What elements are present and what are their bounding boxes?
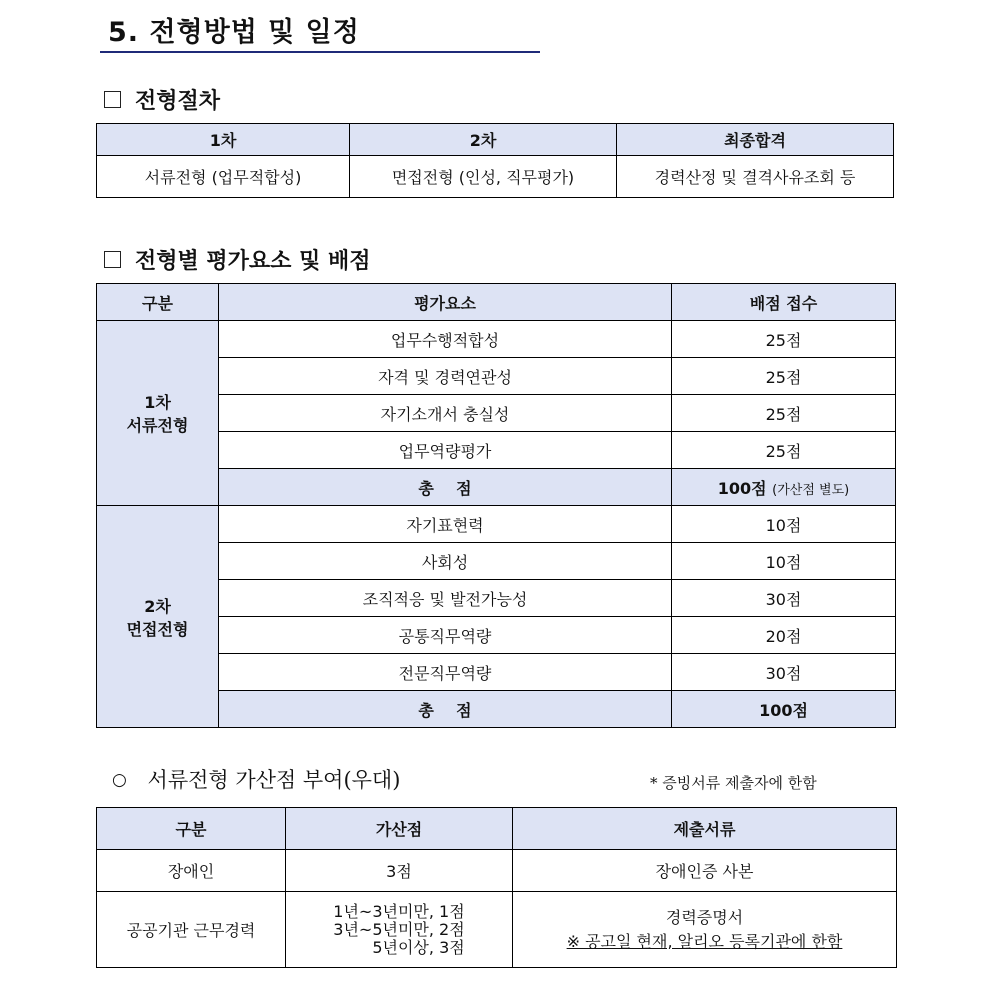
bonus-heading xyxy=(112,764,400,794)
title-underline xyxy=(100,51,540,53)
table-row xyxy=(97,892,897,968)
procedure-table xyxy=(96,123,894,198)
table-header-row xyxy=(97,808,897,850)
section-heading-text: 전형별 평가요소 및 배점 xyxy=(135,249,371,274)
points-cell: 3점 xyxy=(286,850,513,892)
criterion-cell: 업무수행적합성 xyxy=(219,321,672,358)
table-row xyxy=(97,321,896,358)
bonus-table xyxy=(96,807,897,968)
criterion-cell: 자기표현력 xyxy=(219,506,672,543)
table-cell: 면접전형 (인성, 직무평가) xyxy=(350,156,617,198)
total-label-cell: 총 점 xyxy=(219,691,672,728)
checkbox-square-icon xyxy=(104,91,121,108)
score-cell: 25점 xyxy=(672,395,896,432)
total-score-cell xyxy=(672,469,896,506)
criterion-cell: 공통직무역량 xyxy=(219,617,672,654)
criterion-cell: 업무역량평가 xyxy=(219,432,672,469)
bonus-heading-text: 서류전형 가산점 부여(우대) xyxy=(147,768,401,792)
docs-cell: 장애인증 사본 xyxy=(513,850,897,892)
score-cell: 10점 xyxy=(672,506,896,543)
total-label-cell: 총 점 xyxy=(219,469,672,506)
section-heading-procedure xyxy=(104,84,220,115)
header-cell: 구분 xyxy=(97,808,286,850)
stage-name: 면접전형 xyxy=(126,619,189,639)
score-cell: 30점 xyxy=(672,654,896,691)
docs-cell xyxy=(513,892,897,968)
score-cell: 25점 xyxy=(672,432,896,469)
score-cell: 25점 xyxy=(672,358,896,395)
criterion-cell: 조직적응 및 발전가능성 xyxy=(219,580,672,617)
bonus-note: * 증빙서류 제출자에 한함 xyxy=(650,774,817,792)
table-header-row xyxy=(97,124,894,156)
header-cell: 최종합격 xyxy=(617,124,894,156)
total-score: 100점 xyxy=(717,478,767,498)
points-line: 3년~5년미만, 2점 xyxy=(333,919,465,939)
page-title: 5. 전형방법 및 일정 xyxy=(108,17,360,48)
header-cell: 평가요소 xyxy=(219,284,672,321)
circle-bullet-icon: ○ xyxy=(112,770,127,790)
table-cell: 서류전형 (업무적합성) xyxy=(97,156,350,198)
criterion-cell: 자격 및 경력연관성 xyxy=(219,358,672,395)
category-cell: 장애인 xyxy=(97,850,286,892)
stage-number: 1차 xyxy=(144,393,171,412)
score-cell: 20점 xyxy=(672,617,896,654)
total-note: (가산점 별도) xyxy=(772,482,850,498)
header-cell: 배점 접수 xyxy=(672,284,896,321)
table-row xyxy=(97,850,897,892)
points-cell xyxy=(286,892,513,968)
section-heading-text: 전형절차 xyxy=(135,89,221,114)
header-cell: 가산점 xyxy=(286,808,513,850)
category-cell: 공공기관 근무경력 xyxy=(97,892,286,968)
checkbox-square-icon xyxy=(104,251,121,268)
docs-line: 경력증명서 xyxy=(665,907,744,927)
score-cell: 30점 xyxy=(672,580,896,617)
table-row xyxy=(97,156,894,198)
score-cell: 25점 xyxy=(672,321,896,358)
points-line: 5년이상, 3점 xyxy=(372,937,465,957)
docs-restriction-note: ※ 공고일 현재, 알리오 등록기관에 한함 xyxy=(566,931,843,951)
score-cell: 10점 xyxy=(672,543,896,580)
total-score-cell: 100점 xyxy=(672,691,896,728)
header-cell: 제출서류 xyxy=(513,808,897,850)
table-row xyxy=(97,506,896,543)
points-line: 1년~3년미만, 1점 xyxy=(333,901,465,921)
header-cell: 1차 xyxy=(97,124,350,156)
scoring-table xyxy=(96,283,896,728)
table-cell: 경력산정 및 결격사유조회 등 xyxy=(617,156,894,198)
stage-number: 2차 xyxy=(144,596,171,616)
stage-label-cell xyxy=(97,506,219,728)
criterion-cell: 자기소개서 충실성 xyxy=(219,395,672,432)
criterion-cell: 전문직무역량 xyxy=(219,654,672,691)
header-cell: 구분 xyxy=(97,284,219,321)
criterion-cell: 사회성 xyxy=(219,543,672,580)
header-cell: 2차 xyxy=(350,124,617,156)
stage-name: 서류전형 xyxy=(126,416,189,435)
table-header-row xyxy=(97,284,896,321)
section-heading-scoring xyxy=(104,244,371,275)
stage-label-cell xyxy=(97,321,219,506)
